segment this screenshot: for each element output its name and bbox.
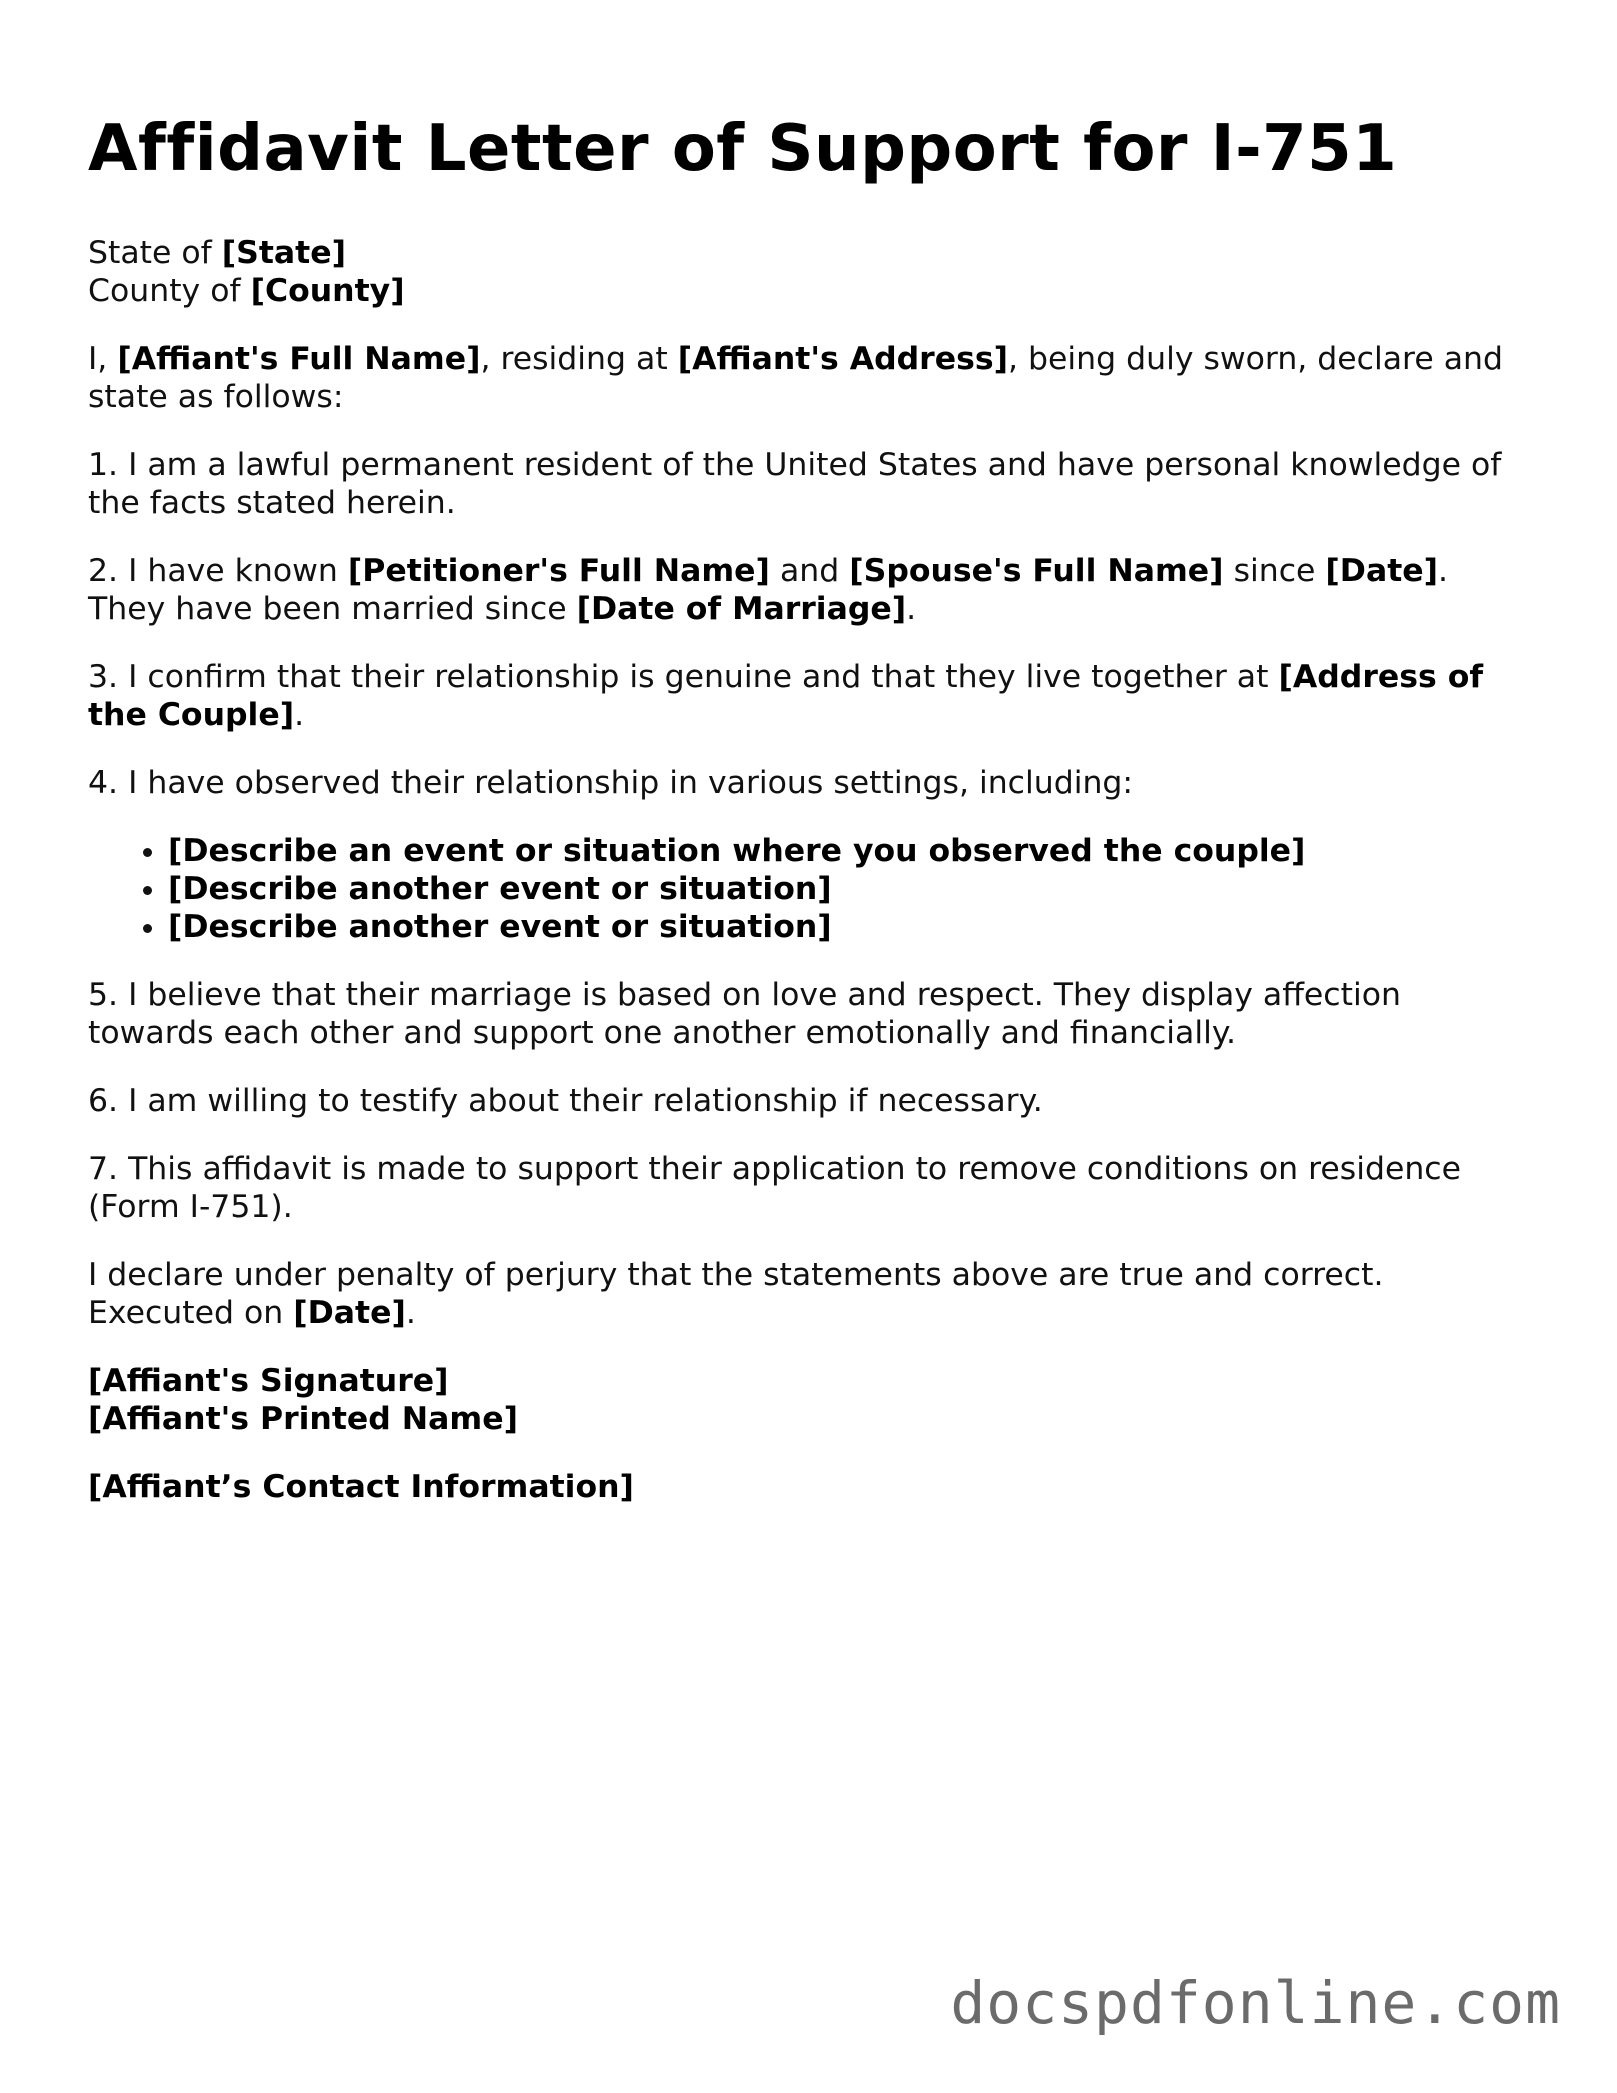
affiant-address-placeholder: [Affiant's Address] [677,341,1008,377]
signature-block [88,1362,1528,1438]
list-item: • [Describe another event or situation] [168,908,1528,946]
state-prefix: State of [88,235,212,271]
document-title: Affidavit Letter of Support for I-751 [88,112,1398,186]
statement-2 [88,552,1528,628]
petitioner-name-placeholder: [Petitioner's Full Name] [347,553,770,589]
statement-4: 4. I have observed their relationship in various settings, including: [88,765,1134,801]
couple-address-placeholder: [Address of the Couple] [88,659,1484,733]
signature-placeholder: [Affiant's Signature] [88,1363,449,1399]
statement-3-text-1: 3. I confirm that their relationship is genuine and that they live together at [88,659,1269,695]
statement-1: 1. I am a lawful permanent resident of the United States and have personal knowledge of the facts stated herein. [88,447,1502,521]
statement-3 [88,658,1528,734]
contact-block [88,1468,1528,1506]
marriage-date-placeholder: [Date of Marriage] [576,591,907,627]
affidavit-document [88,108,1528,1536]
statement-2-text-4: . They have been married since [88,553,1449,627]
intro-text-2: , residing at [480,341,668,377]
state-placeholder: [State] [221,235,346,271]
statement-2-text-3: since [1233,553,1316,589]
statement-2-text-2: and [779,553,840,589]
contact-info-placeholder: [Affiant’s Contact Information] [88,1469,634,1505]
declaration-text-1: I declare under penalty of perjury that the statements above are true and correct. Executed on [88,1257,1384,1331]
statement-5: 5. I believe that their marriage is based on love and respect. They display affection towards each other and support one another emotionally and financially. [88,977,1401,1051]
spouse-name-placeholder: [Spouse's Full Name] [849,553,1224,589]
list-item: • [Describe another event or situation] [168,870,1528,908]
intro-text-3: , being duly sworn, declare and state as follows: [88,341,1503,415]
site-watermark: docspdfonline.com [950,1969,1561,2037]
intro-paragraph [88,340,1528,416]
declaration-text-2: . [405,1295,416,1331]
intro-text-1: I, [88,341,108,377]
statement-3-text-2: . [294,697,305,733]
statement-7: 7. This affidavit is made to support their application to remove conditions on residence (Form I-751). [88,1151,1462,1225]
printed-name-placeholder: [Affiant's Printed Name] [88,1401,518,1437]
statement-6: 6. I am willing to testify about their relationship if necessary. [88,1083,1043,1119]
declaration [88,1256,1528,1332]
date-known-placeholder: [Date] [1325,553,1439,589]
county-prefix: County of [88,273,241,309]
statement-2-text-5: . [906,591,917,627]
statement-2-text-1: 2. I have known [88,553,338,589]
execution-date-placeholder: [Date] [293,1295,406,1331]
affiant-name-placeholder: [Affiant's Full Name] [117,341,481,377]
observation-list [88,832,1528,946]
venue-block [88,234,1528,310]
county-placeholder: [County] [250,273,405,309]
list-item: • [Describe an event or situation where you observed the couple] [168,832,1528,870]
